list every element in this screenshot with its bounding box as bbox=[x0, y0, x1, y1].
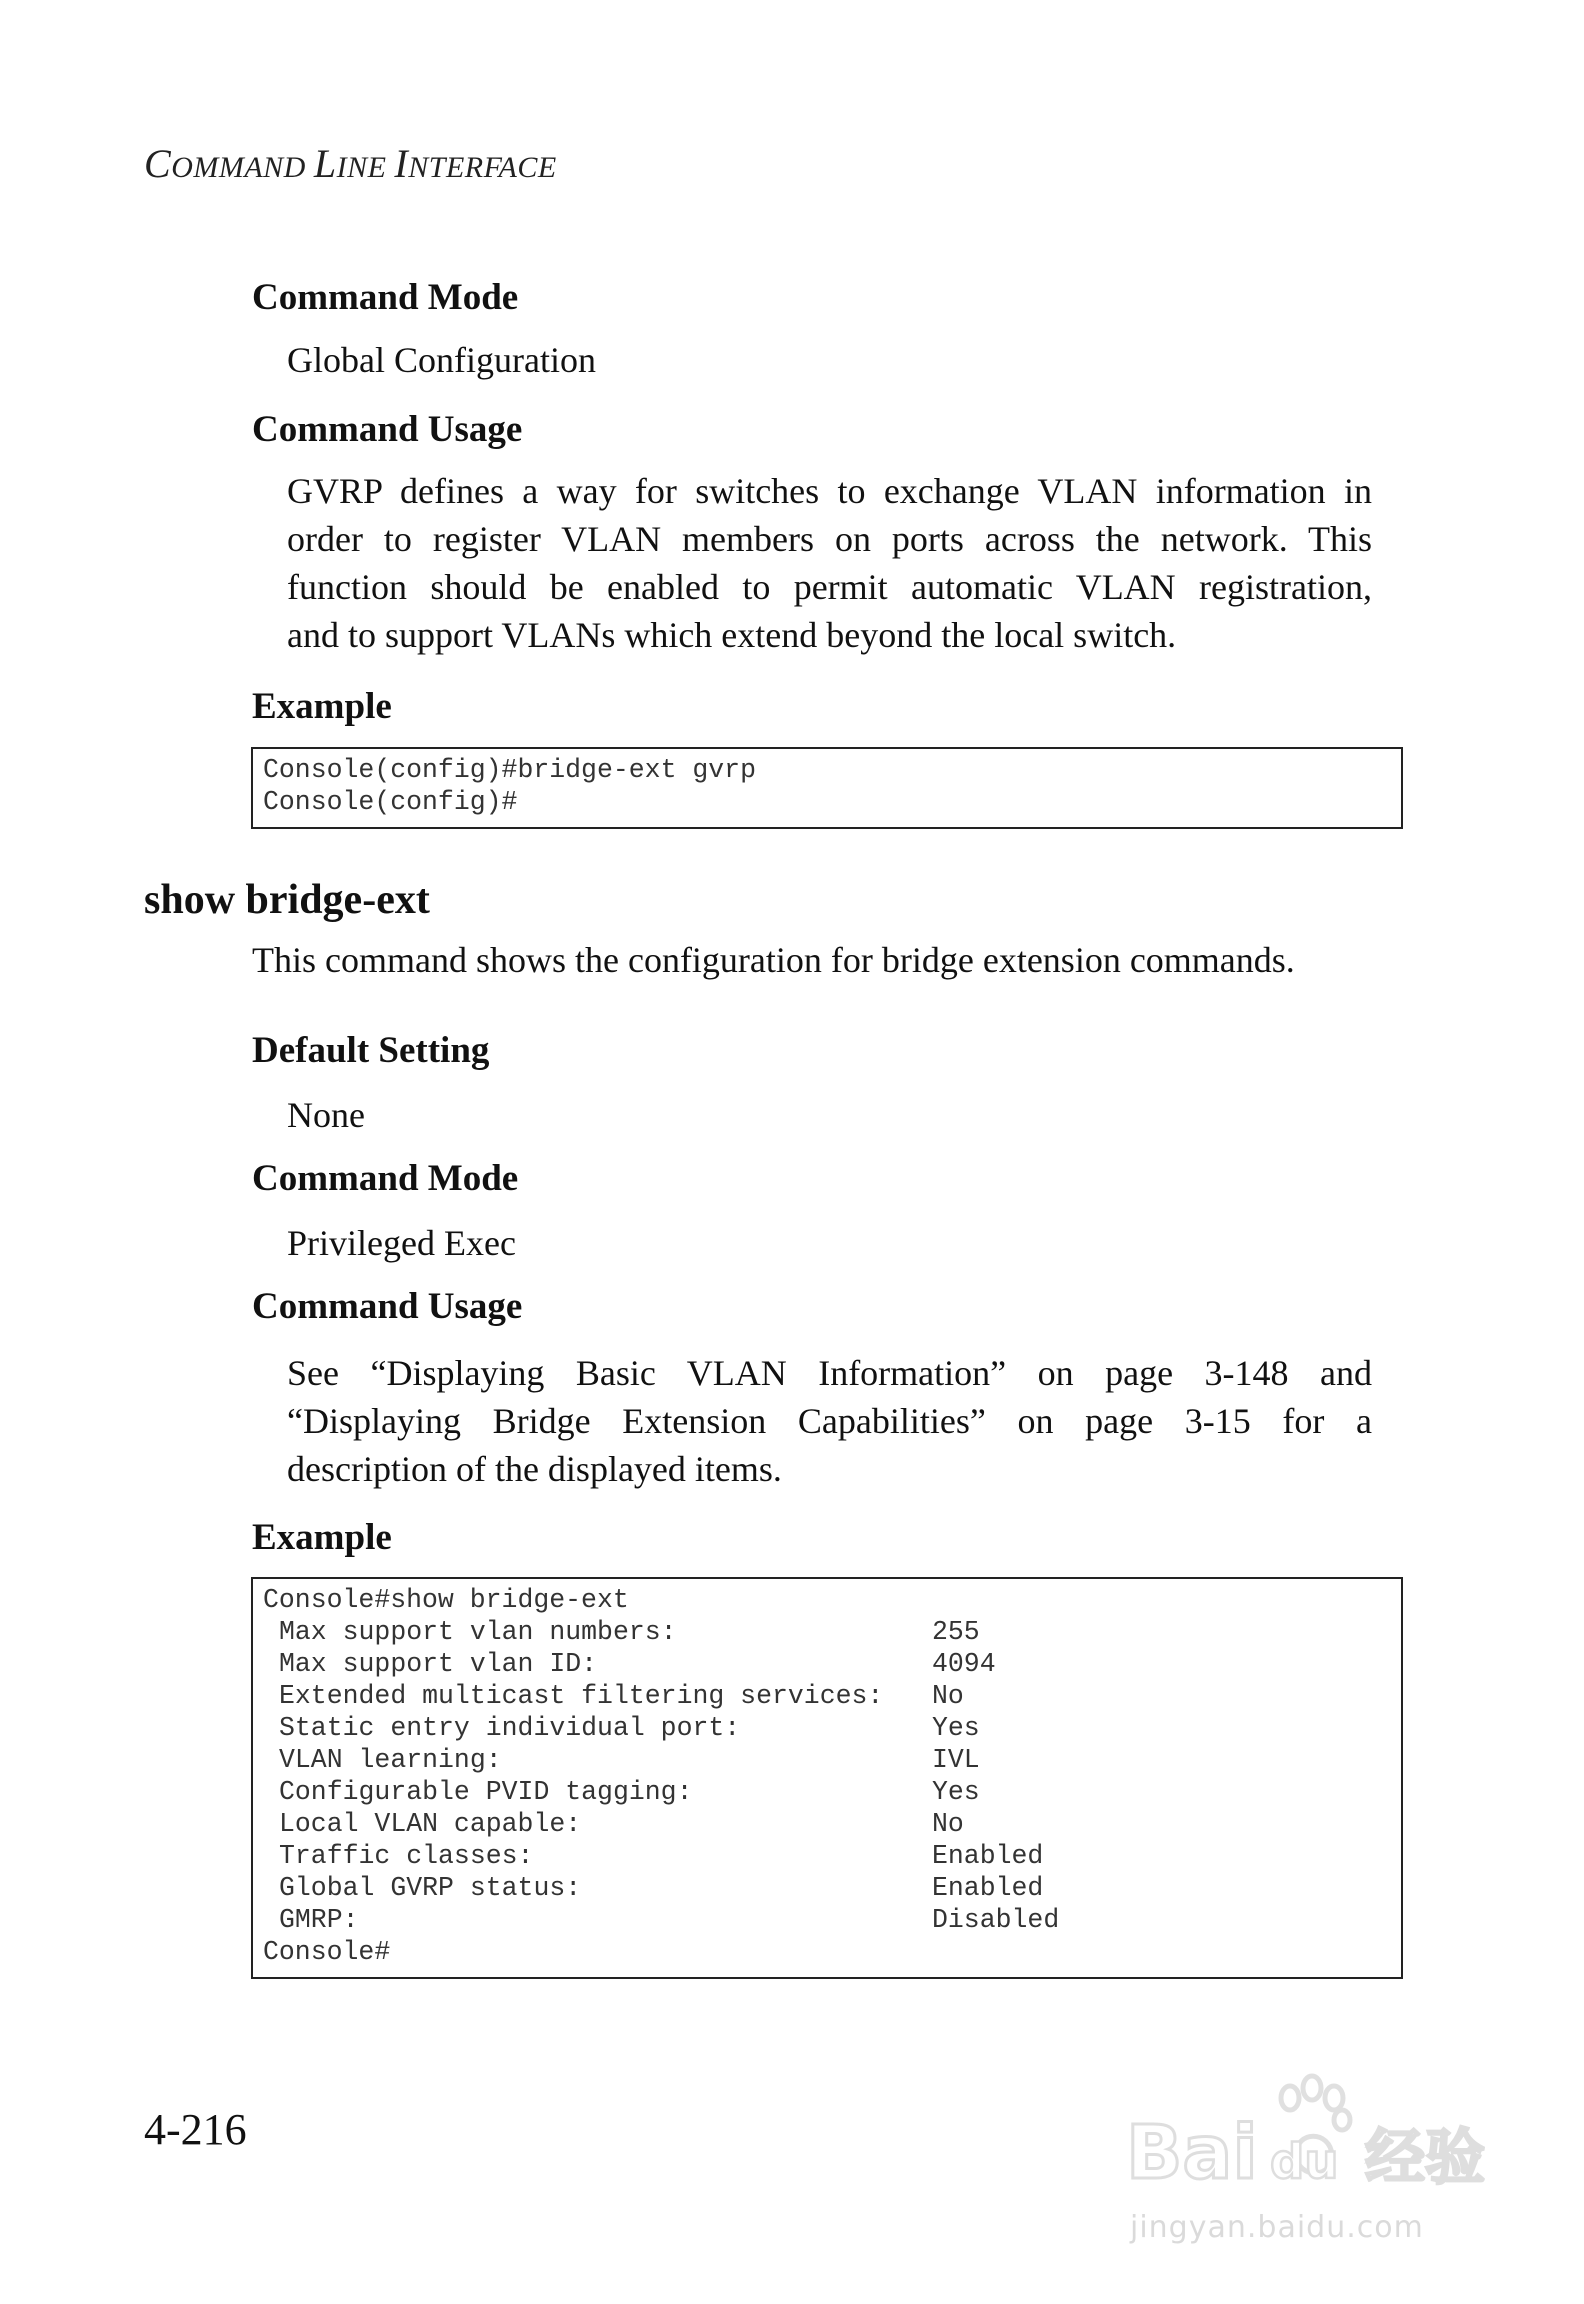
code-row bbox=[263, 1776, 1391, 1808]
gvrp-command-usage-paragraph bbox=[287, 467, 1372, 659]
code-row-key: Static entry individual port: bbox=[279, 1713, 741, 1743]
running-header-cap-2: L bbox=[313, 141, 337, 186]
baidu-logo-icon bbox=[1120, 2060, 1500, 2210]
code-row bbox=[263, 1808, 1391, 1840]
running-header-rest-1: OMMAND bbox=[171, 151, 314, 184]
code-row bbox=[263, 1872, 1391, 1904]
watermark-url: jingyan.baidu.com bbox=[1130, 2210, 1424, 2245]
code-rows bbox=[263, 1616, 1391, 1936]
code-row bbox=[263, 1712, 1391, 1744]
svg-text:经验: 经验 bbox=[1365, 2123, 1485, 2193]
code-row-key: Traffic classes: bbox=[279, 1841, 534, 1871]
command-usage-heading: Command Usage bbox=[252, 1286, 523, 1327]
code-row bbox=[263, 1616, 1391, 1648]
gvrp-usage-line-3: function should be enabled to permit automatic VLAN registration, bbox=[287, 567, 1372, 607]
code-row bbox=[263, 1840, 1391, 1872]
code-first-line: Console#show bridge-ext bbox=[263, 1585, 629, 1615]
code-row-key: VLAN learning: bbox=[279, 1745, 502, 1775]
show-bridge-ext-title: show bridge-ext bbox=[144, 877, 430, 923]
running-header-rest-2: INE bbox=[336, 151, 395, 184]
gvrp-usage-line-4: and to support VLANs which extend beyond the local switch. bbox=[287, 615, 1177, 655]
gvrp-command-mode-value: Global Configuration bbox=[287, 340, 596, 380]
running-header-rest-3: NTERFACE bbox=[408, 151, 557, 184]
code-row-value: No bbox=[932, 1681, 964, 1711]
usage-line-2: “Displaying Bridge Extension Capabilities” on page 3-15 for a bbox=[287, 1401, 1372, 1441]
svg-text:Bai: Bai bbox=[1126, 2110, 1258, 2196]
code-row-value: Enabled bbox=[932, 1841, 1044, 1871]
code-row-value: Enabled bbox=[932, 1873, 1044, 1903]
code-row-value: Yes bbox=[932, 1713, 980, 1743]
code-row-key: Global GVRP status: bbox=[279, 1873, 582, 1903]
code-line: Console(config)# bbox=[263, 787, 518, 817]
gvrp-command-usage-heading: Command Usage bbox=[252, 409, 523, 450]
page-number: 4-216 bbox=[144, 2105, 247, 2154]
default-setting-value: None bbox=[287, 1095, 365, 1135]
code-row bbox=[263, 1744, 1391, 1776]
example-heading: Example bbox=[252, 1517, 392, 1558]
running-header-cap-1: C bbox=[144, 141, 172, 186]
gvrp-usage-line-1: GVRP defines a way for switches to exchange VLAN information in bbox=[287, 471, 1372, 511]
code-row-value: Yes bbox=[932, 1777, 980, 1807]
running-header-cap-3: I bbox=[394, 141, 409, 186]
code-row-key: Max support vlan numbers: bbox=[279, 1617, 677, 1647]
gvrp-example-code-box bbox=[251, 747, 1403, 829]
usage-line-1: See “Displaying Basic VLAN Information” on page 3-148 and bbox=[287, 1353, 1372, 1393]
command-mode-heading: Command Mode bbox=[252, 1158, 519, 1199]
code-row bbox=[263, 1680, 1391, 1712]
code-row-key: Configurable PVID tagging: bbox=[279, 1777, 693, 1807]
code-row-key: Extended multicast filtering services: bbox=[279, 1681, 884, 1711]
code-row-key: GMRP: bbox=[279, 1905, 359, 1935]
code-row-value: Disabled bbox=[932, 1905, 1060, 1935]
gvrp-usage-line-2: order to register VLAN members on ports across the network. This bbox=[287, 519, 1372, 559]
usage-line-3: description of the displayed items. bbox=[287, 1449, 782, 1489]
code-row bbox=[263, 1648, 1391, 1680]
code-row-value: 255 bbox=[932, 1617, 980, 1647]
baidu-watermark bbox=[1120, 2060, 1500, 2260]
default-setting-heading: Default Setting bbox=[252, 1030, 490, 1071]
running-header bbox=[144, 140, 557, 187]
code-row-value: No bbox=[932, 1809, 964, 1839]
svg-text:du: du bbox=[1270, 2134, 1339, 2190]
code-line: Console(config)#bridge-ext gvrp bbox=[263, 755, 756, 785]
command-usage-paragraph bbox=[287, 1349, 1372, 1493]
code-last-line: Console# bbox=[263, 1937, 391, 1967]
code-row-key: Max support vlan ID: bbox=[279, 1649, 598, 1679]
code-row bbox=[263, 1904, 1391, 1936]
gvrp-example-heading: Example bbox=[252, 686, 392, 727]
gvrp-command-mode-heading: Command Mode bbox=[252, 277, 519, 318]
code-row-value: 4094 bbox=[932, 1649, 996, 1679]
code-row-key: Local VLAN capable: bbox=[279, 1809, 582, 1839]
show-bridge-ext-description: This command shows the configuration for bridge extension commands. bbox=[252, 940, 1295, 980]
show-bridge-ext-code-box bbox=[251, 1577, 1403, 1979]
code-row-value: IVL bbox=[932, 1745, 980, 1775]
command-mode-value: Privileged Exec bbox=[287, 1223, 516, 1263]
